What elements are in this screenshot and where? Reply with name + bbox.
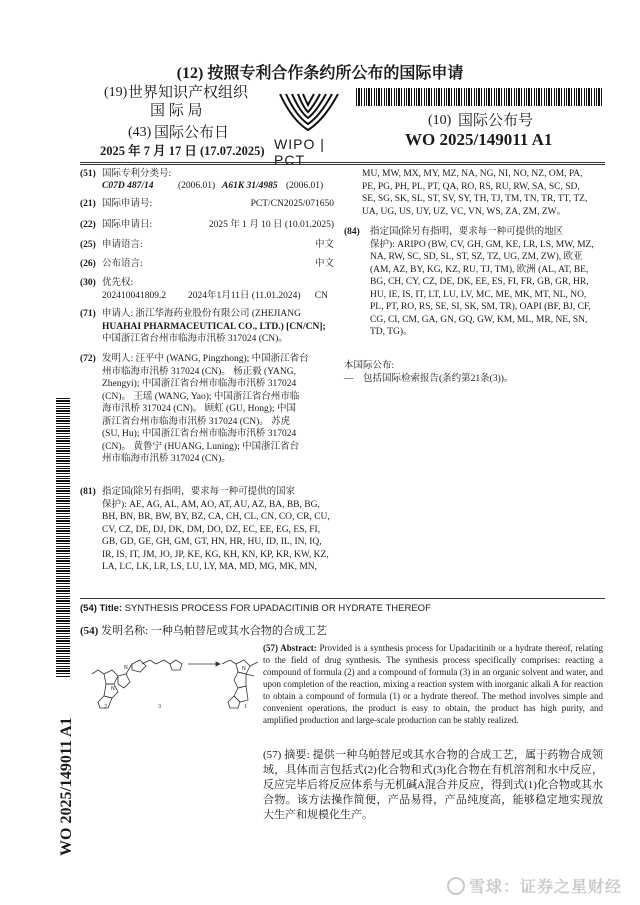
regional-line: BG, CH, CY, CZ, DE, DK, EE, ES, FI, FR, GB, GR, HR, — [370, 277, 589, 287]
regional-line: NA, RW, SC, SD, SL, ST, SZ, TZ, UG, ZM, ZW), 欧亚 — [370, 252, 583, 262]
regional-line: HU, IE, IS, IT, LT, LU, LV, MC, ME, MK, MT, NL, NO, — [370, 289, 587, 300]
side-barcode — [56, 398, 70, 678]
ipc-1: C07D 487/14 — [102, 181, 154, 191]
field-84: (84) 指定国(除另有指明，要求每一种可提供的地区 保护): ARIPO (BW, CV, GH, GM, KE, LR, LS, MW, MZ, NA, RW, SC, SD, SL, ST, SZ, TZ, UG, ZM, ZW), 欧亚 (AM, AZ, BY, KG, KZ, RU, TJ, TM), 欧洲 (AL, AT, BE, BG, CH, CY, CZ, DE, DK, EE, ES, FI, FR, GB, GR, HR, HU, IE, IS, IT, LT, LU, LV, MC, ME, MK, MT, NL, NO, PL, PT, RO, RS, SE, SI, SK, SM, TR), OAPI (BF, BJ, CF, CG, CI, CM, GA, GN, GQ, GW, KM, ML, MR, NE, SN, TD, TG)。 — [344, 226, 604, 346]
svg-text:N: N — [111, 686, 115, 692]
regional-line: (AM, AZ, BY, KG, KZ, RU, TJ, TM), 欧洲 (AL, AT, BE, — [370, 264, 589, 275]
designated-states — [102, 486, 334, 574]
header-rule-2 — [80, 164, 605, 165]
wipo-logo — [272, 90, 346, 168]
title-en: (54) Title: SYNTHESIS PROCESS FOR UPADACITINIB OR HYDRATE THEREOF — [80, 603, 431, 614]
pub-date-value: 2025 年 7 月 17 日 (17.07.2025) — [100, 144, 265, 158]
inventor-line: 海市汛桥 317024 (CN)。 顾虹 (GU, Hong); 中国 — [102, 404, 296, 414]
compound-1-label: 1 — [244, 704, 247, 710]
pub-no-value: WO 2025/149011 A1 — [405, 130, 553, 149]
designated-states-cont — [362, 168, 604, 218]
regional-states — [370, 226, 604, 339]
state-line: 指定国(除另有指明，要求每一种可提供的国家 — [102, 487, 296, 497]
title-zh: (54) 发明名称: 一种乌帕替尼或其水合物的合成工艺 — [80, 625, 327, 637]
state-cont-line: PE, PG, PH, PL, PT, QA, RO, RS, RU, RW, SA, SC, SD, — [362, 181, 580, 192]
state-line: GB, GD, GE, GH, GM, GT, HN, HR, HU, ID, IL, IN, IQ, — [102, 537, 322, 547]
field-51: (51) 国际专利分类号: C07D 487/14 (2006.01) A61K 31/4985 (2006.01) — [80, 168, 334, 194]
header-rule — [80, 162, 605, 163]
inventor-line: 州市临海市汛桥 317024 (CN)。 杨正毅 (YANG, — [102, 366, 296, 377]
state-line: IR, IS, IT, JM, JO, JP, KE, KG, KH, KN, KP, KR, KW, KZ, — [102, 549, 329, 560]
inventor-line: (SU, Hu); 中国浙江省台州市临海市汛桥 317024 — [102, 429, 297, 439]
state-cont-line: SE, SG, SK, SL, ST, SV, SY, TH, TJ, TM, TN, TR, TT, TZ, — [362, 194, 588, 204]
inventor-line: (CN)。 王瑶 (WANG, Yao); 中国浙江省台州市临 — [102, 391, 300, 402]
inventor-line: (CN)。 黄鲁宁 (HUANG, Luning); 中国浙江省台 — [102, 441, 300, 452]
wipo-emblem-icon — [272, 90, 346, 138]
published-item: — 包括国际检索报告(条约第21条(3))。 — [344, 374, 514, 384]
abstract-en: (57) Abstract: Provided is a synthesis process for Upadacitinib or a hydrate thereof, relating to the field of drug synthesis. The synthesis process specifically comprises: reacting a compound of formula (2) and a compound of formula (3) in an organic solvent and water, and upon completion of the reaction, mixing a reaction system with inorganic alkali A for reaction to obtain a compound of formula (1) or a hydrate thereof. The method involves simple and convenient operations, the product is easy to obtain, the product has high purity, and amplified production and large-scale production can be stably realized. — [263, 643, 604, 725]
document-title: (12) 按照专利合作条约所公布的国际申请 — [176, 65, 464, 82]
reaction-scheme — [84, 640, 262, 714]
inventor-line: 发明人: 汪平中 (WANG, Pingzhong); 中国浙江省台 — [102, 354, 309, 364]
org-name: 世界知识产权组织 — [128, 85, 249, 101]
pub-date-code: (43) — [128, 125, 152, 140]
state-cont-line: MU, MW, MX, MY, MZ, NA, NG, NI, NO, NZ, OM, PA, — [362, 169, 583, 179]
inventor-line: 州市临海市汛桥 317024 (CN)。 — [102, 454, 231, 464]
svg-text:N: N — [124, 665, 128, 671]
pub-no-label: 国际公布号 — [458, 113, 534, 129]
field-71: (71) 申请人: 浙江华海药业股份有限公司 (ZHEJIANG HUAHAI PHARMACEUTICAL CO., LTD.) [CN/CN]; 中国浙江省台州市临海市汛桥 317024 (CN)。 — [80, 309, 326, 344]
regional-line: 指定国(除另有指明，要求每一种可提供的地区 — [370, 227, 564, 237]
state-cont-line: UA, UG, US, UY, UZ, VC, VN, WS, ZA, ZM, ZW。 — [362, 206, 567, 217]
watermark: 雪球：证券之星财经 — [447, 874, 622, 897]
pub-no-code: (10) — [428, 113, 452, 128]
inventors — [102, 353, 334, 466]
pub-date-label: 国际公布日 — [154, 125, 230, 141]
field-30: (30) 优先权: 202410041809.2 2024年1月11日 (11.01.2024) CN — [80, 278, 328, 301]
state-line: BH, BN, BR, BW, BY, BZ, CA, CH, CL, CN, CO, CR, CU, — [102, 512, 330, 522]
compound-2-label: 2 — [104, 704, 107, 710]
regional-line: PL, PT, RO, RS, SE, SI, SK, SM, TR), OAPI (BF, BJ, CF, — [370, 302, 591, 312]
compound-3-label: 3 — [158, 704, 161, 710]
field-72: (72) 发明人: 汪平中 (WANG, Pingzhong); 中国浙江省台 州市临海市汛桥 317024 (CN)。 杨正毅 (YANG, Zhengyi); 中国浙江省台州市临海市汛桥 317024 (CN)。 王瑶 (WANG, Yao); 中国浙江省台州市临 海市汛桥 317024 (CN)。 顾虹 (GU, Hong); 中国 浙江省台州市临海市汛桥 317024 (CN)。 苏虎 (SU, Hu); 中国浙江省台州市临海市汛桥 317024 (CN)。 黄鲁宁 (HUANG, Luning); 中国浙江省台 州市临海市汛桥 317024 (CN)。 — [80, 353, 334, 473]
inventor-line: Zhengyi); 中国浙江省台州市临海市汛桥 317024 — [102, 379, 297, 389]
regional-line: TD, TG)。 — [370, 327, 413, 337]
field-22: (22) 国际申请日: 2025 年 1 月 10 日 (10.01.2025) — [80, 220, 334, 230]
state-line: CV, CZ, DE, DJ, DK, DM, DO, DZ, EC, EE, EG, ES, FI, — [102, 524, 321, 535]
inventor-line: 浙江省台州市临海市汛桥 317024 (CN)。 苏虎 — [102, 416, 291, 427]
state-line: LA, LC, LK, LR, LS, LU, LY, MA, MD, MG, MK, MN, — [102, 562, 318, 572]
field-81: (81) 指定国(除另有指明，要求每一种可提供的国家 保护): AE, AG, AL, AM, AO, AT, AU, AZ, BA, BB, BG, BH, BN, BR, BW, BY, BZ, CA, CH, CL, CN, CO, CR, CU, CV, CZ, DE, DJ, DK, DM, DO, DZ, EC, EE, EG, ES, FI, GB, GD, GE, GH, GM, GT, HN, HR, HU, ID, IL, IN, IQ, IR, IS, IT, JM, JO, JP, KE, KG, KH, KN, KP, KR, KW, KZ, LA, LC, LK, LR, LS, LU, LY, MA, MD, MG, MK, MN, — [80, 486, 334, 578]
side-publication-number: WO 2025/149011 A1 — [58, 717, 75, 856]
published-label: 本国际公布: — [344, 361, 395, 371]
state-line: 保护): AE, AG, AL, AM, AO, AT, AU, AZ, BA, BB, BG, — [102, 499, 320, 510]
org-code: (19) — [104, 85, 128, 100]
abstract-zh: (57) 摘要: 提供一种乌帕替尼或其水合物的合成工艺，属于药物合成领域，具体而言包括式(2)化合物和式(3)化合物在有机溶剂和水中反应，反应完毕后将反应体系与无机碱A混合并反应，得到式(1)化合物或其水合物。该方法操作简便，产品易得，产品纯度高，能够稳定地实现放大生产和规模化生产。 — [263, 749, 604, 821]
snowball-icon — [447, 877, 465, 895]
barcode — [356, 88, 604, 106]
regional-line: CG, CI, CM, GA, GN, GQ, GW, KM, ML, MR, NE, SN, — [370, 314, 588, 325]
regional-line: 保护): ARIPO (BW, CV, GH, GM, KE, LR, LS, MW, MZ, — [370, 239, 594, 250]
title-rule — [80, 598, 605, 599]
field-25: (25) 申请语言: 中文 — [80, 240, 334, 250]
field-26: (26) 公布语言: 中文 — [80, 259, 334, 269]
field-21: (21) 国际申请号: PCT/CN2025/071650 — [80, 199, 334, 209]
chemical-structure-icon — [84, 640, 262, 714]
svg-text:N: N — [242, 666, 246, 672]
wipo-logo-text: WIPO | PCT — [274, 136, 325, 168]
org-bureau: 国 际 局 — [150, 103, 203, 119]
